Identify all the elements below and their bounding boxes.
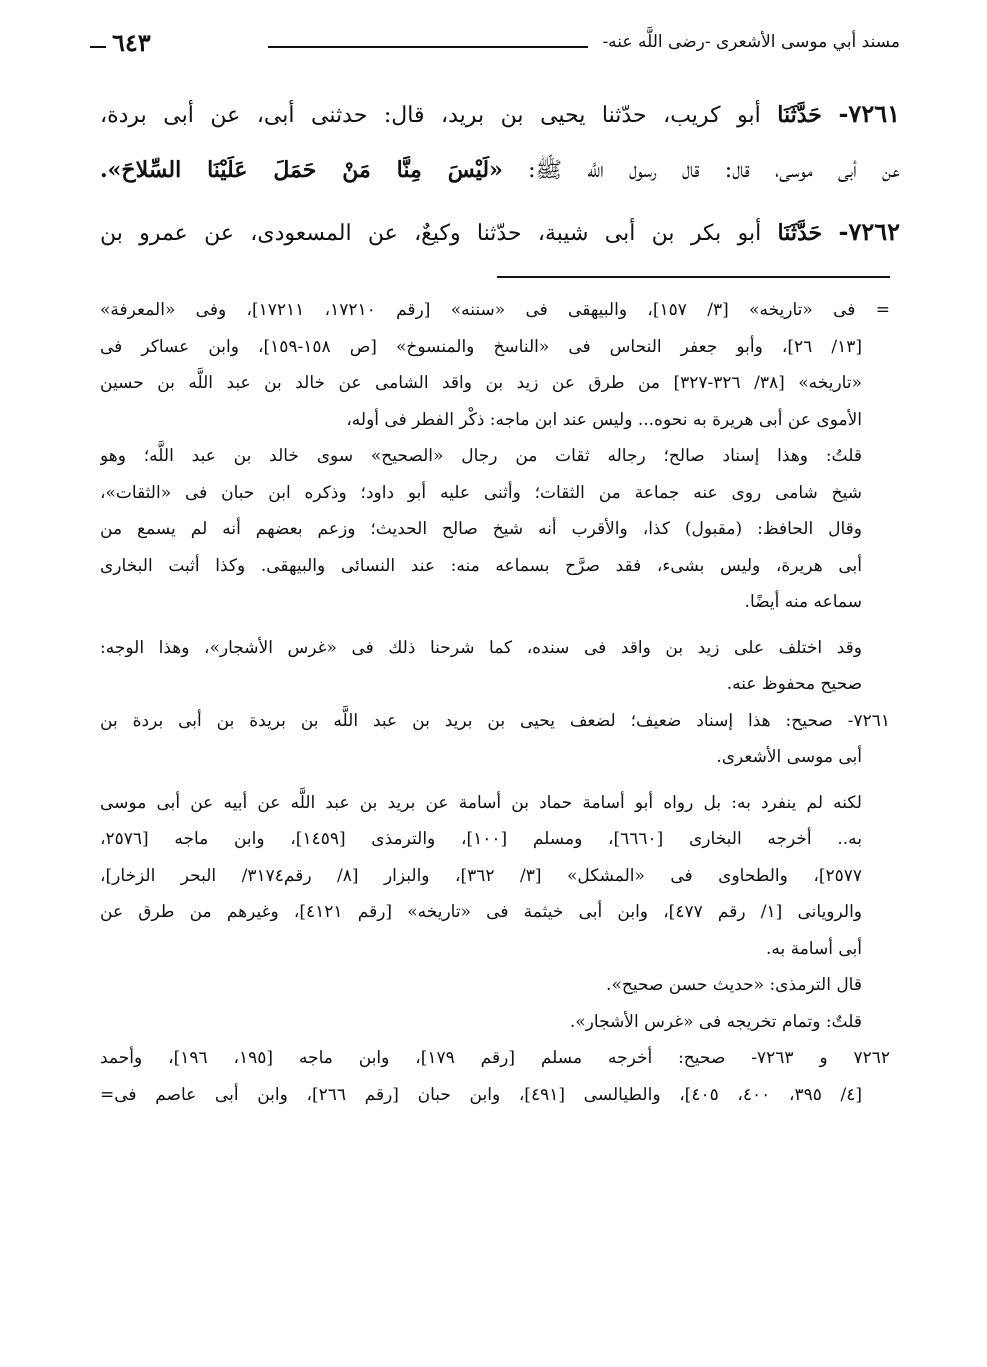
page-header [90, 30, 900, 64]
footnote-line: سماعه منه أيضًا. [744, 592, 862, 612]
hadith-7261-line-1 [100, 85, 900, 142]
haddathana-keyword: حَدَّثَنَا [777, 220, 823, 246]
hadith-number: ٧٢٦١- [838, 99, 900, 128]
hadith-7261-line-2 [100, 142, 900, 199]
footnote-line: [١٣/ ٢٦]، وأبو جعفر النحاس فى «الناسخ والمنسوخ» [ص ١٥٨-١٥٩]، وابن عساكر فى [100, 336, 862, 357]
footnote-line: شيخ شامى روى عنه جماعة من الثقات؛ وأثنى عليه أبو داود؛ وذكره ابن حبان فى «الثقات»، [100, 482, 862, 503]
haddathana-keyword: حَدَّثَنَا [777, 102, 822, 128]
footnote-line: أبى موسى الأشعرى. [716, 747, 862, 767]
header-dash [90, 46, 106, 48]
footnote-line: صحيح محفوظ عنه. [726, 674, 862, 694]
hadith-text [100, 85, 900, 260]
footnote-line: به.. أخرجه البخارى [٦٦٦٠]، ومسلم [١٠٠]، والترمذى [١٤٥٩]، وابن ماجه [٢٥٧٦، [100, 829, 863, 849]
page-number: ٦٤٣ [112, 28, 151, 57]
footnote-line: ٧٢٦١- صحيح: هذا إسناد ضعيف؛ لضعف يحيى بن بريد بن عبد اللَّه بن بريدة بن أبى بردة بن [100, 710, 890, 731]
footnote-line: لكنه لم ينفرد به: بل رواه أبو أسامة حماد بن أسامة عن بريد بن عبد اللَّه عن أبيه عن أبى موسى [100, 792, 862, 813]
footnote-line: أبى أسامة به. [765, 938, 862, 959]
footnote-line: والرويانى [١/ رقم ٤٧٧]، وابن أبى خيثمة فى «تاريخه» [رقم ٤١٢١]، وغيرهم من طرق عن [100, 902, 862, 922]
isnad-text: عن أبى موسى، قال: قال رسول اللَّه ﷺ: [528, 158, 900, 183]
isnad-text: أبو بكر بن أبى شيبة، حدّثنا وكيعٌ، عن المسعودى، عن عمرو بن [100, 221, 762, 246]
hadith-7262-line-1 [100, 203, 900, 260]
footnote-line: وقال الحافظ: (مقبول) كذا، والأقرب أنه شيخ صالح الحديث؛ وزعم بعضهم أنه لم يسمع من [100, 519, 862, 539]
footnote-line: [٤/ ٣٩٥، ٤٠٠، ٤٠٥]، والطيالسى [٤٩١]، وابن حبان [رقم ٢٦٦]، وابن أبى عاصم فى= [100, 1084, 863, 1105]
footnote-separator [497, 276, 890, 278]
footnote-line: الأموى عن أبى هريرة به نحوه... وليس عند ابن ماجه: ذكْر الفطر فى أوله، [346, 409, 862, 430]
matn-quote: «لَيْسَ مِنَّا مَنْ حَمَلَ عَلَيْنَا السِّلاحَ». [100, 157, 503, 183]
footnote-line: قلتُ: وهذا إسناد صالح؛ رجاله ثقات من رجال «الصحيح» سوى خالد بن عبد اللَّه؛ وهو [100, 446, 862, 466]
footnote-line: = فى «تاريخه» [٣/ ١٥٧]، والبيهقى فى «سننه» [رقم ١٧٢١٠، ١٧٢١١]، وفى «المعرفة» [100, 300, 890, 320]
footnotes [100, 292, 890, 1113]
footnote-line: أبى هريرة، وليس بشىء، فقد صرَّح بسماعه منه: عند النسائى والبيهقى. وكذا أثبت البخارى [100, 555, 862, 576]
footnote-line: قال الترمذى: «حديث حسن صحيح». [606, 975, 862, 995]
running-title: مسند أبي موسى الأشعرى -رضى اللَّه عنه- [602, 32, 900, 52]
hadith-number: ٧٢٦٢- [838, 217, 900, 246]
header-rule [268, 46, 588, 48]
footnote-line: قلتٌ: وتمام تخريجه فى «غرس الأشجار». [569, 1011, 862, 1032]
footnote-line: «تاريخه» [٣٨/ ٣٢٦-٣٢٧] من طرق عن زيد بن واقد الشامى عن خالد بن عبد اللَّه بن حسين [100, 373, 862, 393]
isnad-text: أبو كريب، حدّثنا يحيى بن بريد، قال: حدثنى أبى، عن أبى بردة، [100, 103, 761, 128]
footnote-line: ٧٢٦٢ و ٧٢٦٣- صحيح: أخرجه مسلم [رقم ١٧٩]، وابن ماجه [١٩٥، ١٩٦]، وأحمد [100, 1048, 890, 1068]
footnote-line: وقد اختلف على زيد بن واقد فى سنده، كما شرحنا ذلك فى «غرس الأشجار»، وهذا الوجه: [100, 637, 862, 658]
footnote-line: ٢٥٧٧]، والطحاوى فى «المشكل» [٣/ ٣٦٢]، والبزار [٨/ رقم٣١٧٤/ البحر الزخار]، [100, 865, 862, 886]
